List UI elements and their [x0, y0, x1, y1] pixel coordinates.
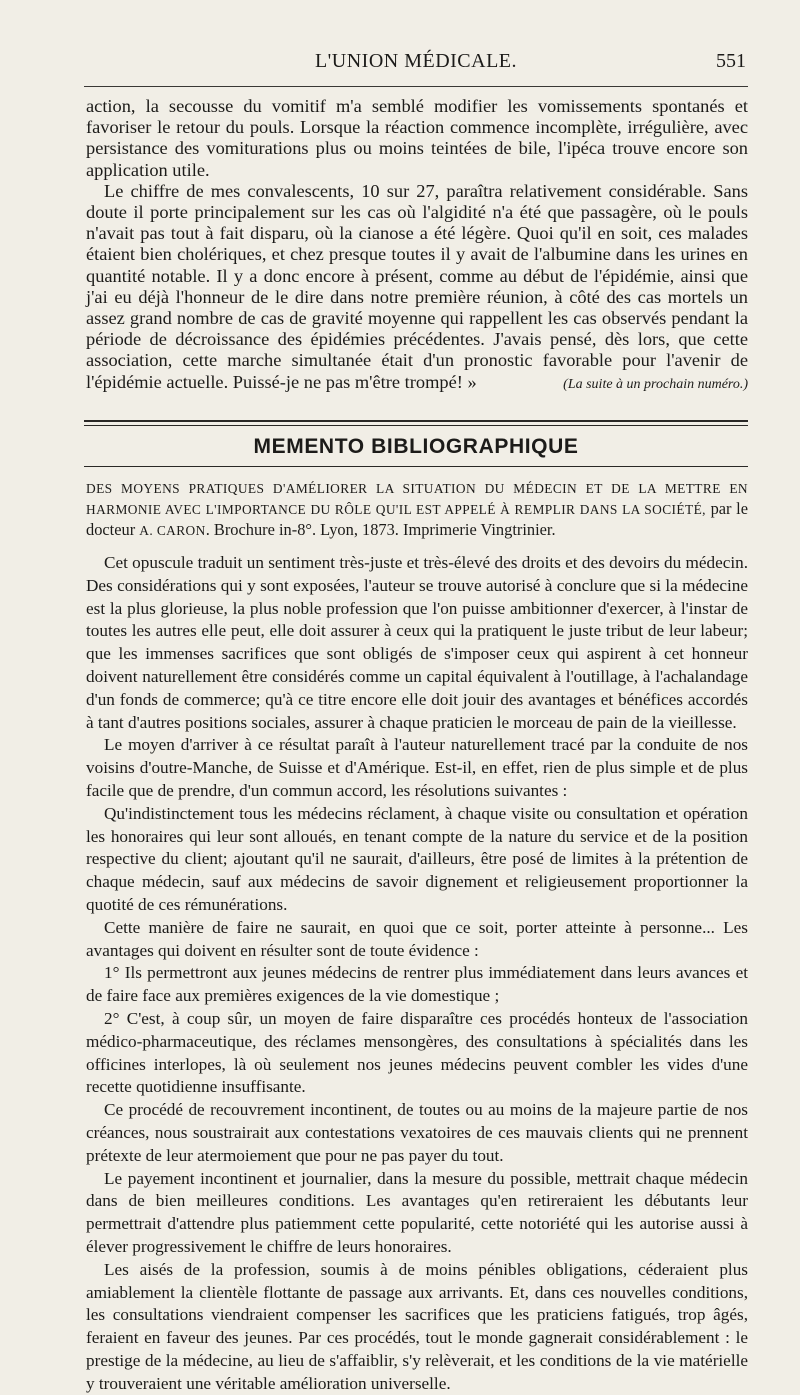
- header-rule: [84, 86, 748, 87]
- paragraph: Qu'indistinctement tous les médecins réclament, à chaque visite ou consultation et opération les honoraires qui leur sont alloués, en tenant compte de la nature du service et de la position respective du client; ajoutant qu'il ne saurait, d'ailleurs, être posé de limites à la prétention de chaque médecin, sauf aux médecins de savoir dignement et religieusement proportionner la quotité de ces rémunérations.: [86, 803, 748, 914]
- review-publication: . Brochure in-8°. Lyon, 1873. Imprimerie Vingtrinier.: [205, 520, 556, 539]
- review-author: A. CARON: [139, 523, 206, 538]
- paragraph: [86, 181, 748, 393]
- review-body: [86, 552, 748, 1395]
- review-title: DES MOYENS PRATIQUES D'AMÉLIORER LA SITUATION DU MÉDECIN ET DE LA METTRE EN HARMONIE AVEC L'IMPORTANCE DU RÔLE QU'IL EST APPELÉ À REMPLIR DANS LA SOCIÉTÉ,: [86, 481, 748, 517]
- paragraph: 1° Ils permettront aux jeunes médecins de rentrer plus immédiatement dans leurs avances et de faire face aux premières exigences de la vie domestique ;: [86, 963, 748, 1006]
- paragraph: Le payement incontinent et journalier, dans la mesure du possible, mettrait chaque médecin dans de bien meilleures conditions. Les avantages qu'en retireraient les débutants leur permettrait d'attendre plus patiemment cette popularité, cette notoriété qui les autorise aussi à élever progressivement le chiffre de leurs honoraires.: [86, 1168, 748, 1256]
- paragraph: action, la secousse du vomitif m'a semblé modifier les vomissements spontanés et favoriser le retour du pouls. Lorsque la réaction commence incomplète, irrégulière, avec persistance des vomiturations plus ou moins teintées de bile, l'ipéca trouve encore son application utile.: [86, 96, 748, 180]
- running-header: [84, 50, 748, 78]
- paragraph: 2° C'est, à coup sûr, un moyen de faire disparaître ces procédés honteux de l'association médico-pharmaceutique, des réclames mensongères, des consultations à spécialités dans les officines interlopes, là où seulement nos jeunes médecins peuvent combler les vides d'une recette quotidienne insuffisante.: [86, 1008, 748, 1097]
- running-title: L'UNION MÉDICALE.: [314, 50, 518, 72]
- review-by: par le docteur: [86, 499, 748, 539]
- paragraph: Les aisés de la profession, soumis à de moins pénibles obligations, céderaient plus amiablement la clientèle flottante de passage aux arrivants. Et, dans ces nouvelles conditions, les consultations viendraient compenser les sacrifices que les praticiens fatigués, trop âgés, feraient en faveur des jeunes. Par ces procédés, tout le monde gagnerait considérablement : le prestige de la médecine, au lieu de s'affaiblir, s'y relèverait, et les conditions de la vie matérielle y trouveraient une véritable amélioration universelle.: [86, 1259, 748, 1393]
- section-title: MEMENTO BIBLIOGRAPHIQUE: [253, 435, 579, 458]
- paragraph: Ce procédé de recouvrement incontinent, de toutes ou au moins de la majeure partie de nos créances, nous soustrairait aux contestations vexatoires de ces mauvais clients qui ne prennent prétexte de leur atermoiement que pour ne pas payer du tout.: [86, 1100, 748, 1165]
- continued-note: (La suite à un prochain numéro.): [563, 376, 748, 392]
- previous-article-continuation: [86, 96, 748, 395]
- paragraph-text: Le chiffre de mes convalescents, 10 sur 27, paraîtra relativement considérable. Sans doute il porte principalement sur les cas où l'algidité n'a été que passagère, où le pouls n'avait pas tout à fait disparu, où la cianose a été légère. Quoi qu'il en soit, ces malades étaient bien cholériques, et chez presque toutes il y avait de l'albumine dans les urines en quantité notable. Il y a donc encore à présent, comme au début de l'épidémie, ainsi que j'ai eu déjà l'honneur de le dire dans notre première réunion, à côté des cas mortels un assez grand nombre de cas de gravité moyenne qui rappellent les cas observés pendant la période de décroissance des épidémies précédentes. J'avais pensé, dès lors, que cette association, cette marche simultanée était d'un pronostic favorable pour l'avenir de l'épidémie actuelle. Puissé-je ne pas m'être trompé! »: [86, 180, 748, 392]
- page-number: 551: [716, 50, 746, 72]
- paragraph: Cette manière de faire ne saurait, en quoi que ce soit, porter atteinte à personne... Les avantages qui doivent en résulter sont de toute évidence :: [86, 917, 748, 960]
- section-rule-top: [84, 420, 748, 426]
- review-heading: [86, 478, 748, 541]
- paragraph: Le moyen d'arriver à ce résultat paraît à l'auteur naturellement tracé par la conduite de nos voisins d'outre-Manche, de Suisse et d'Amérique. Est-il, en effet, rien de plus simple et de plus facile que de prendre, d'un commun accord, les résolutions suivantes :: [86, 735, 748, 800]
- paragraph: Cet opuscule traduit un sentiment très-juste et très-élevé des droits et des devoirs du médecin. Des considérations qui y sont exposées, l'auteur se trouve autorisé à conclure que si la médecine est la plus glorieuse, la plus noble profession que l'on puisse ambitionner d'exercer, à l'instar de toutes les autres elle peut, elle doit assurer à ceux qui la pratiquent le juste tribut de leur labeur; que les immenses sacrifices que sont obligés de s'imposer ceux qui aspirent à cet honneur doivent naturellement être considérés comme un capital équivalent à l'outillage, à l'achalandage d'un fonds de commerce; qu'à ce titre encore elle doit jouir des avantages et bénéfices accordés à tant d'autres positions sociales, assurer à chaque praticien le morceau de pain de la vieillesse.: [86, 553, 748, 732]
- section-rule-bottom: [84, 466, 748, 467]
